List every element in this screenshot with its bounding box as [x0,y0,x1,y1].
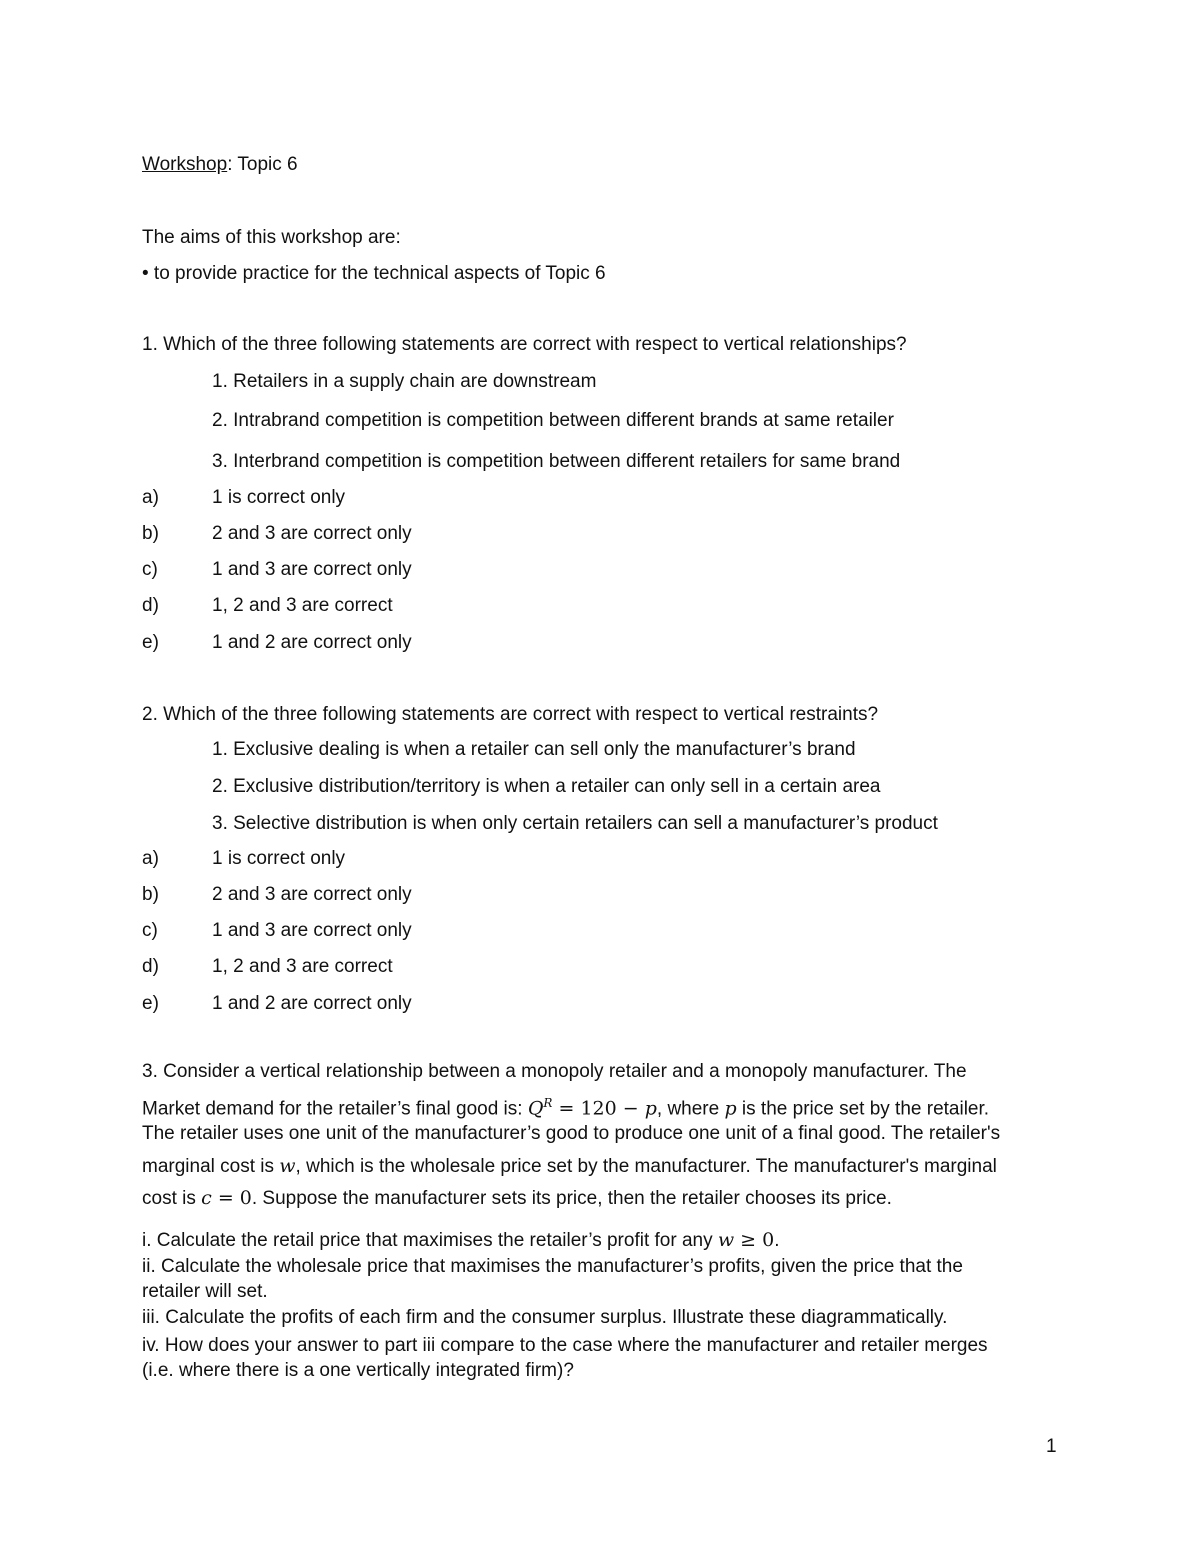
q3-line-2 [142,1091,989,1121]
q3-line-4 [142,1154,997,1179]
title-rest: : Topic 6 [227,154,298,175]
option-text: 1 is correct only [212,487,346,508]
page-title [142,153,298,177]
option-text: 1 and 2 are correct only [212,993,412,1014]
option-letter: c) [142,920,158,941]
q2-statement: 1. Exclusive dealing is when a retailer can sell only the manufacturer’s brand [212,739,856,760]
q3-text: i. Calculate the retail price that maximises the retailer’s profit for any [142,1230,718,1251]
option-letter: e) [142,993,159,1014]
math-superscript: R [543,1096,553,1110]
q3-part-ii-line-1: ii. Calculate the wholesale price that maximises the manufacturer’s profits, given the price that the [142,1256,963,1277]
option-letter: a) [142,487,159,508]
option-letter: b) [142,523,159,544]
option-text: 2 and 3 are correct only [212,523,412,544]
q3-part-iv-line-1: iv. How does your answer to part iii compare to the case where the manufacturer and retailer merges [142,1335,988,1356]
q3-text: , which is the wholesale price set by the manufacturer. The manufacturer's marginal [295,1156,997,1177]
aims-text: The aims of this workshop are: [142,227,401,248]
q3-part-iii: iii. Calculate the profits of each firm and the consumer surplus. Illustrate these diagrammatically. [142,1307,948,1328]
option-letter: a) [142,848,159,869]
math-var: w [717,1229,735,1251]
q3-text: Market demand for the retailer’s final good is: [142,1098,528,1120]
q3-part-iv-line-2: (i.e. where there is a one vertically integrated firm)? [142,1360,574,1381]
option-letter: d) [142,595,159,616]
option-text: 1 and 3 are correct only [212,559,412,580]
q1-statement: 1. Retailers in a supply chain are downstream [212,371,597,392]
q1-question: 1. Which of the three following statements are correct with respect to vertical relationships? [142,334,907,355]
option-text: 2 and 3 are correct only [212,884,412,905]
math-expression: = 120 − [552,1097,645,1120]
option-text: 1, 2 and 3 are correct [212,956,393,977]
q3-part-ii-line-2: retailer will set. [142,1281,268,1302]
math-var: p [644,1097,657,1120]
option-letter: d) [142,956,159,977]
q1-statement: 2. Intrabrand competition is competition between different brands at same retailer [212,410,894,431]
q2-statement: 2. Exclusive distribution/territory is when a retailer can only sell in a certain area [212,776,881,797]
math-expression: ≥ 0 [734,1229,775,1251]
math-expression: = 0 [211,1187,252,1209]
q3-line-1: 3. Consider a vertical relationship between a monopoly retailer and a monopoly manufacturer. The [142,1061,967,1082]
q3-text: , where [656,1098,725,1120]
q3-text: . [774,1230,780,1251]
q1-statement: 3. Interbrand competition is competition between different retailers for same brand [212,451,901,472]
option-text: 1 and 3 are correct only [212,920,412,941]
option-letter: e) [142,632,159,653]
math-var: w [279,1155,296,1177]
q3-text: . Suppose the manufacturer sets its price, then the retailer chooses its price. [251,1188,892,1209]
option-text: 1 and 2 are correct only [212,632,412,653]
q3-text: cost is [142,1188,202,1209]
math-var: c [201,1187,212,1209]
title-label: Workshop [142,154,228,175]
option-letter: b) [142,884,159,905]
q3-text: is the price set by the retailer. [736,1098,990,1120]
aims-bullet: • to provide practice for the technical aspects of Topic 6 [142,263,606,284]
q3-line-5 [142,1186,892,1211]
math-var: p [724,1097,737,1120]
q3-line-3: The retailer uses one unit of the manufacturer’s good to produce one unit of a final good. The retailer's [142,1123,1001,1144]
q2-question: 2. Which of the three following statements are correct with respect to vertical restraints? [142,704,879,725]
q3-part-i [142,1228,780,1253]
q3-text: marginal cost is [142,1156,280,1177]
page-number: 1 [1046,1436,1057,1457]
math-var: Q [527,1097,544,1120]
option-letter: c) [142,559,158,580]
q2-statement: 3. Selective distribution is when only certain retailers can sell a manufacturer’s product [212,813,938,834]
option-text: 1 is correct only [212,848,346,869]
option-text: 1, 2 and 3 are correct [212,595,393,616]
